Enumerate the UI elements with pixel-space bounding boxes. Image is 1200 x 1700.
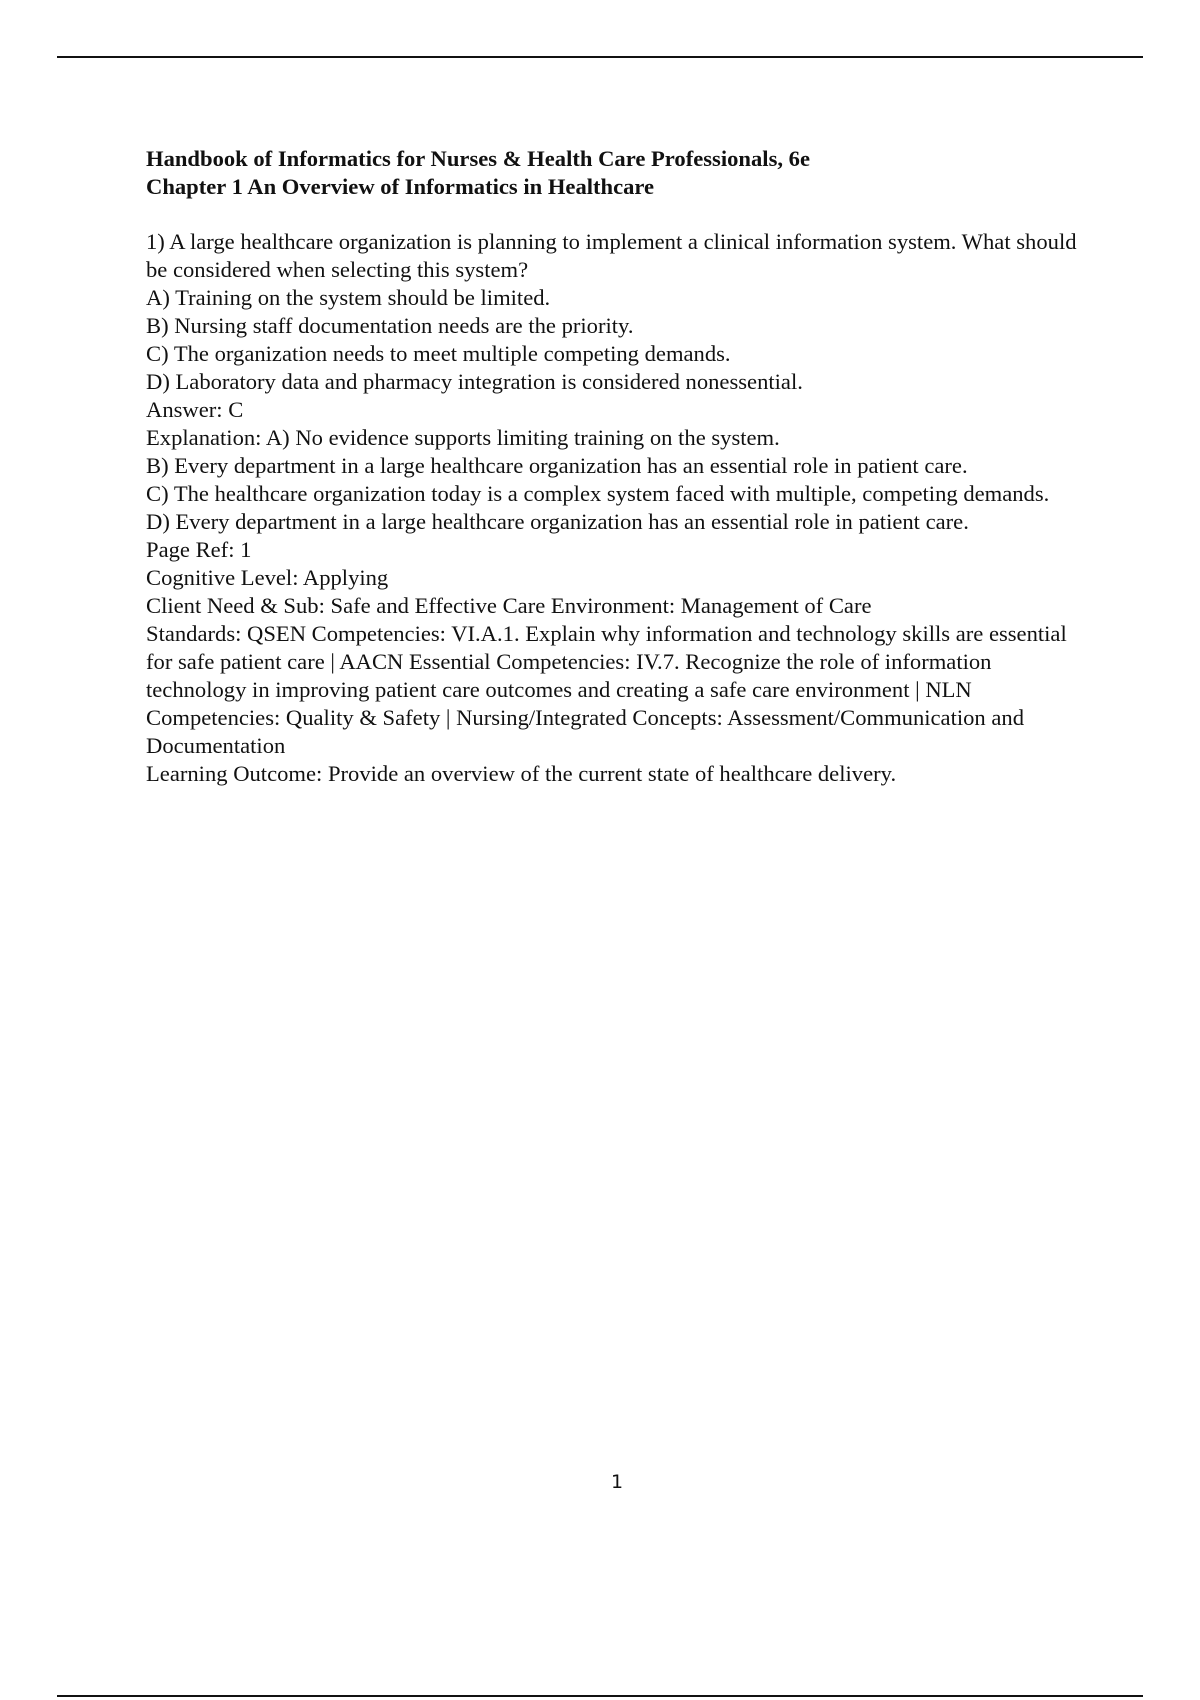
standards: Standards: QSEN Competencies: VI.A.1. Explain why information and technology skills are essential for safe patient care | AACN Essential Competencies: IV.7. Recognize the role of information technology in improving patient care outcomes and creating a safe care environment | NLN Competencies: Quality & Safety | Nursing/Integrated Concepts: Assessment/Communication and Documentation (146, 621, 1067, 758)
answer-line: Answer: C (146, 397, 244, 422)
question-stem: 1) A large healthcare organization is planning to implement a clinical information system. What should be considered when selecting this system? (146, 229, 1077, 282)
option-b: B) Nursing staff documentation needs are the priority. (146, 313, 634, 338)
option-a: A) Training on the system should be limited. (146, 285, 551, 310)
explanation-b: B) Every department in a large healthcare organization has an essential role in patient care. (146, 453, 968, 478)
chapter-title: Chapter 1 An Overview of Informatics in Healthcare (146, 174, 655, 199)
page-ref: Page Ref: 1 (146, 537, 252, 562)
top-rule (57, 56, 1143, 58)
document-body (146, 145, 1096, 788)
option-c: C) The organization needs to meet multiple competing demands. (146, 341, 731, 366)
client-need: Client Need & Sub: Safe and Effective Care Environment: Management of Care (146, 593, 872, 618)
cognitive-level: Cognitive Level: Applying (146, 565, 389, 590)
section-spacer (146, 201, 1096, 228)
option-d: D) Laboratory data and pharmacy integration is considered nonessential. (146, 369, 803, 394)
explanation-c: C) The healthcare organization today is a complex system faced with multiple, competing demands. (146, 481, 1050, 506)
learning-outcome: Learning Outcome: Provide an overview of the current state of healthcare delivery. (146, 761, 897, 786)
explanation-a: Explanation: A) No evidence supports limiting training on the system. (146, 425, 780, 450)
page-number: 1 (610, 1471, 624, 1493)
book-title: Handbook of Informatics for Nurses & Health Care Professionals, 6e (146, 146, 810, 171)
bottom-rule (57, 1695, 1143, 1697)
explanation-d: D) Every department in a large healthcare organization has an essential role in patient care. (146, 509, 969, 534)
